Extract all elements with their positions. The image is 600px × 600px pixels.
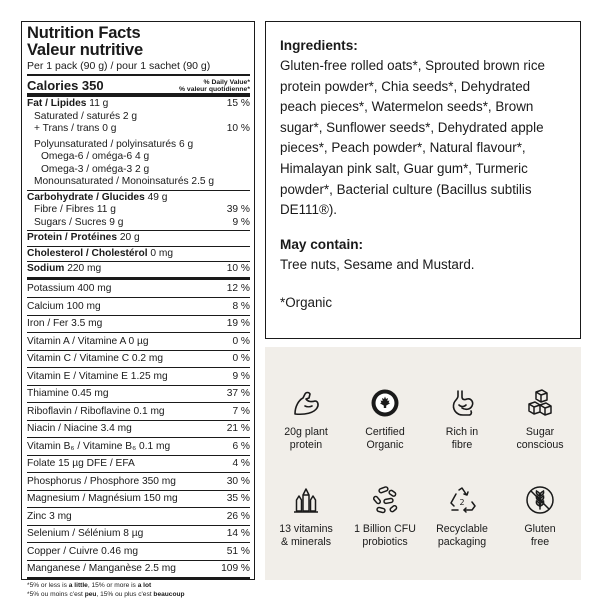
may-contain-heading: May contain: — [280, 236, 364, 252]
nutrient-label: Vitamin E / Vitamine E 1.25 mg — [27, 370, 168, 382]
claim-label-2: free — [530, 535, 550, 548]
carb-amount: 49 g — [147, 191, 168, 203]
nutrient-label: Vitamin C / Vitamine C 0.2 mg — [27, 353, 164, 365]
protein-label: Protein / Protéines — [27, 232, 118, 243]
nutrient-dv: 8 % — [232, 300, 250, 312]
claim-label-1: Recyclable — [436, 523, 488, 535]
nutrition-title-fr: Valeur nutritive — [27, 41, 144, 59]
nutrient-label: Thiamine 0.45 mg — [27, 388, 109, 400]
footnote-fr-c: , 15% ou plus c'est — [96, 590, 154, 598]
omega6-row — [27, 151, 250, 164]
cholesterol-amount: 0 mg — [150, 247, 174, 259]
nutrient-row — [27, 332, 250, 350]
claim-label-2: Organic — [366, 438, 404, 451]
may-contain-text: Tree nuts, Sesame and Mustard. — [280, 256, 475, 272]
trans-dv: 10 % — [226, 123, 250, 134]
nutrient-row — [27, 472, 250, 490]
nutrient-row — [27, 350, 250, 368]
nutrient-label: Iron / Fer 3.5 mg — [27, 318, 103, 330]
sodium-label: Sodium — [27, 263, 65, 274]
cholesterol-label: Cholesterol / Cholestérol — [27, 247, 148, 259]
calories-row — [27, 76, 250, 93]
trans-label: + Trans / trans 0 g — [34, 123, 117, 134]
recycle-icon — [447, 485, 477, 515]
footnote-en-a: *5% or less is — [27, 582, 69, 589]
claim-label-1: 20g plant — [284, 426, 328, 438]
omega3-label: Omega-3 / oméga-3 2 g — [41, 163, 150, 175]
nutrient-dv: 37 % — [226, 388, 250, 400]
nutrient-dv: 26 % — [226, 510, 250, 522]
sodium-row — [27, 263, 250, 276]
crystals-icon — [291, 485, 321, 515]
claim-sugar-conscious — [502, 388, 578, 451]
protein-amount: 20 g — [119, 232, 140, 243]
claim-label-2: probiotics — [362, 535, 408, 548]
nutrient-row — [27, 560, 250, 578]
nutrition-facts-table — [21, 21, 255, 598]
claim-label-2: fibre — [451, 438, 473, 451]
nutrient-row — [27, 367, 250, 385]
fibre-label: Fibre / Fibres 11 g — [34, 204, 116, 215]
footnote — [27, 580, 250, 599]
fat-label: Fat / Lipides — [27, 98, 87, 109]
claim-recyclable — [424, 485, 500, 548]
claim-rich-in-fibre — [424, 388, 500, 451]
calories-label: Calories 350 — [27, 78, 104, 93]
canada-organic-seal-icon — [370, 388, 400, 418]
nutrient-label: Selenium / Sélénium 8 µg — [27, 528, 144, 540]
claim-certified-organic — [347, 388, 423, 451]
omega3-row — [27, 164, 250, 177]
carb-row — [27, 192, 250, 205]
nutrient-dv: 14 % — [226, 528, 250, 540]
sugars-row — [27, 217, 250, 230]
claim-label-2: protein — [289, 438, 323, 451]
flexed-arm-icon — [291, 388, 321, 418]
nutrient-dv: 19 % — [226, 318, 250, 330]
nutrient-row — [27, 542, 250, 560]
ingredients-panel — [265, 21, 581, 339]
daily-value-header — [179, 79, 250, 93]
claim-label-2: conscious — [516, 438, 564, 451]
claim-label-1: Rich in — [445, 426, 479, 438]
claim-label-1: Certified — [365, 426, 405, 438]
claim-label-1: 13 vitamins — [279, 523, 333, 535]
nutrient-label: Magnesium / Magnésium 150 mg — [27, 493, 178, 505]
claim-label-2: packaging — [437, 535, 487, 548]
fibre-row — [27, 204, 250, 217]
nutrient-dv: 9 % — [232, 370, 250, 382]
nutrient-label: Vitamin A / Vitamine A 0 µg — [27, 335, 149, 347]
nutrient-dv: 35 % — [226, 493, 250, 505]
cholesterol-row — [27, 248, 250, 261]
fat-dv: 15 % — [226, 98, 250, 109]
claim-probiotics — [347, 485, 423, 548]
mono-row — [27, 176, 250, 189]
saturated-row — [27, 111, 250, 124]
sugars-dv: 9 % — [232, 216, 250, 228]
nutrient-dv: 4 % — [232, 458, 250, 470]
nutrition-title-en: Nutrition Facts — [27, 24, 141, 42]
claim-label-1: Sugar — [525, 426, 555, 438]
nutrient-row — [27, 490, 250, 508]
sugar-cubes-icon — [525, 388, 555, 418]
sodium-amount: 220 mg — [67, 263, 102, 274]
nutrient-label: Riboflavin / Riboflavine 0.1 mg — [27, 405, 165, 417]
nutrient-row — [27, 402, 250, 420]
fat-row — [27, 98, 250, 111]
nutrient-dv: 6 % — [232, 440, 250, 452]
claim-label-1: Gluten — [524, 523, 556, 535]
claim-gluten-free — [502, 485, 578, 548]
organic-note: *Organic — [280, 295, 333, 311]
sugars-label: Sugars / Sucres 9 g — [34, 216, 124, 228]
nutrient-label: Vitamin B₆ / Vitamine B₆ 0.1 mg — [27, 440, 171, 452]
nutrient-label: Folate 15 µg DFE / EFA — [27, 458, 135, 470]
nutrient-row — [27, 525, 250, 543]
probiotics-icon — [370, 485, 400, 515]
omega6-label: Omega-6 / oméga-6 4 g — [41, 151, 150, 162]
saturated-label: Saturated / saturés 2 g — [34, 110, 138, 122]
poly-row — [27, 139, 250, 152]
product-claims-panel — [265, 347, 581, 580]
nutrient-dv: 30 % — [226, 475, 250, 487]
claim-label-2: & minerals — [280, 535, 332, 548]
nutrient-label: Calcium 100 mg — [27, 300, 101, 312]
nutrient-dv: 12 % — [226, 282, 250, 294]
footnote-en-c: , 15% or more is — [87, 582, 138, 589]
nutrient-label: Niacin / Niacine 3.4 mg — [27, 423, 132, 435]
footnote-en-b: a little — [68, 582, 88, 589]
claim-plant-protein — [268, 388, 344, 451]
svg-text:2: 2 — [459, 498, 465, 507]
nutrient-dv: 7 % — [232, 405, 250, 417]
nutrient-row — [27, 507, 250, 525]
carb-label: Carbohydrate / Glucides — [27, 191, 145, 203]
fat-amount: 11 g — [89, 98, 109, 109]
footnote-fr-b: peu — [84, 590, 97, 598]
dv-header-en: % Daily Value* — [203, 79, 250, 86]
nutrient-row — [27, 280, 250, 298]
nutrient-label: Zinc 3 mg — [27, 510, 72, 522]
nutrient-label: Potassium 400 mg — [27, 282, 112, 294]
nutrient-row — [27, 385, 250, 403]
nutrient-dv: 109 % — [221, 563, 250, 575]
nutrient-row — [27, 297, 250, 315]
nutrient-dv: 0 % — [232, 353, 250, 365]
nutrient-row — [27, 437, 250, 455]
footnote-fr-a: *5% ou moins c'est — [27, 590, 85, 598]
nutrient-dv: 51 % — [226, 545, 250, 557]
nutrient-label: Phosphorus / Phosphore 350 mg — [27, 475, 176, 487]
nutrient-row — [27, 420, 250, 438]
claim-vitamins-minerals — [268, 485, 344, 548]
protein-row — [27, 232, 250, 245]
trans-row — [27, 123, 250, 136]
ingredients-heading: Ingredients: — [280, 38, 358, 53]
sodium-dv: 10 % — [226, 263, 250, 274]
fibre-dv: 39 % — [226, 204, 250, 215]
claim-label-1: 1 Billion CFU — [354, 523, 416, 535]
serving-size: Per 1 pack (90 g) / pour 1 sachet (90 g) — [27, 60, 211, 72]
nutrient-dv: 21 % — [226, 423, 250, 435]
gluten-free-icon — [525, 485, 555, 515]
vitamins-minerals-list — [27, 280, 250, 578]
footnote-fr-d: beaucoup — [153, 590, 185, 598]
poly-label: Polyunsaturated / polyinsaturés 6 g — [34, 138, 194, 150]
nutrient-dv: 0 % — [232, 335, 250, 347]
footnote-en-d: a lot — [137, 582, 152, 589]
nutrient-label: Copper / Cuivre 0.46 mg — [27, 545, 138, 557]
nutrient-row — [27, 455, 250, 473]
ingredients-text: Gluten-free rolled oats*, Sprouted brown rice protein powder*, Chia seeds*, Dehydrated peach pieces*, Watermelon seeds*, Brown sugar*, Sunflower seeds*, Dehydrated apple pieces*, Peach powder*, Natural flavour*, Himalayan pink salt, Guar gum*, Turmeric powder*, Bacterial culture (Bacillus subtilis DE111®). — [280, 58, 545, 218]
nutrient-row — [27, 315, 250, 333]
nutrient-label: Manganese / Manganèse 2.5 mg — [27, 563, 176, 575]
stomach-icon — [447, 388, 477, 418]
dv-header-fr: % valeur quotidienne* — [178, 86, 250, 93]
mono-label: Monounsaturated / Monoinsaturés 2.5 g — [34, 176, 215, 187]
